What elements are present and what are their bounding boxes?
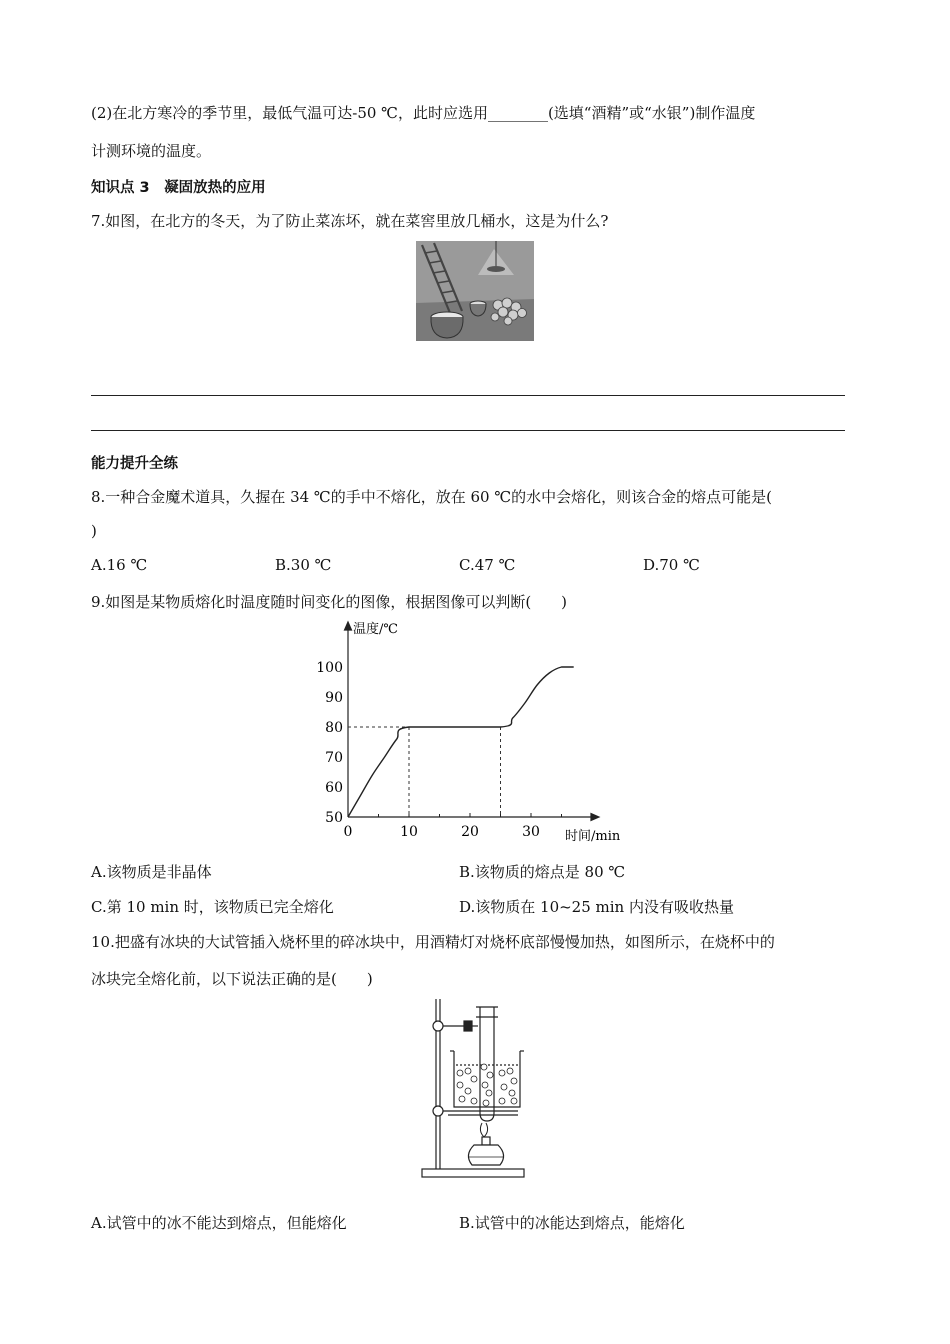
y-tick-label-80: 80 <box>325 720 343 736</box>
q9-text: 9.如图是某物质熔化时温度随时间变化的图像，根据图像可以判断( ) <box>91 593 568 611</box>
q8-line1: 8.一种合金魔术道具，久握在 34 ℃的手中不熔化，放在 60 ℃的水中会熔化，则该合金的熔点可能是( <box>91 488 772 506</box>
q9-option-d[interactable]: D.该物质在 10~25 min 内没有吸收热量 <box>459 898 734 916</box>
answer-line-2[interactable] <box>91 430 845 431</box>
q6-part2-line1: (2)在北方寒冷的季节里，最低气温可达-50 ℃，此时应选用________(选填“酒精”或“水银”)制作温度 <box>91 104 756 122</box>
q8-option-c[interactable]: C.47 ℃ <box>459 556 516 574</box>
melting-curve-chart <box>310 612 640 850</box>
cellar-image <box>416 241 534 341</box>
q10-option-b[interactable]: B.试管中的冰能达到熔点，能熔化 <box>459 1214 685 1232</box>
y-tick-label-70: 70 <box>325 750 343 766</box>
melting-curve-line <box>348 667 574 817</box>
q8-option-b[interactable]: B.30 ℃ <box>275 556 332 574</box>
apparatus-diagram <box>418 993 528 1183</box>
y-axis-label: 温度/℃ <box>353 622 398 637</box>
q10-line1: 10.把盛有冰块的大试管插入烧杯里的碎冰块中，用酒精灯对烧杯底部慢慢加热，如图所示，在烧杯中的 <box>91 933 775 951</box>
q8-option-d[interactable]: D.70 ℃ <box>643 556 700 574</box>
x-tick-label-30: 30 <box>522 824 540 840</box>
y-tick-label-50: 50 <box>325 810 343 826</box>
q10-line2: 冰块完全熔化前，以下说法正确的是( ) <box>91 970 373 988</box>
x-tick-label-20: 20 <box>461 824 479 840</box>
y-tick-label-100: 100 <box>316 660 343 676</box>
q10-option-a[interactable]: A.试管中的冰不能达到熔点，但能熔化 <box>91 1214 347 1232</box>
x-tick-label-10: 10 <box>400 824 418 840</box>
q9-option-c[interactable]: C.第 10 min 时，该物质已完全熔化 <box>91 898 334 916</box>
section-ability-title: 能力提升全练 <box>91 456 178 472</box>
q6-part2-line2: 计测环境的温度。 <box>91 142 212 160</box>
q9-option-b[interactable]: B.该物质的熔点是 80 ℃ <box>459 863 626 881</box>
y-tick-label-90: 90 <box>325 690 343 706</box>
section3-title: 知识点 3 凝固放热的应用 <box>91 180 266 196</box>
q7-text: 7.如图，在北方的冬天，为了防止菜冻坏，就在菜窖里放几桶水，这是为什么? <box>91 212 609 230</box>
y-tick-label-60: 60 <box>325 780 343 796</box>
x-axis-label: 时间/min <box>565 829 621 844</box>
q8-line2: ) <box>91 522 97 540</box>
q9-option-a[interactable]: A.该物质是非晶体 <box>91 863 212 881</box>
x-tick-label-0: 0 <box>343 824 353 840</box>
answer-line-1[interactable] <box>91 395 845 396</box>
q8-option-a[interactable]: A.16 ℃ <box>91 556 148 574</box>
